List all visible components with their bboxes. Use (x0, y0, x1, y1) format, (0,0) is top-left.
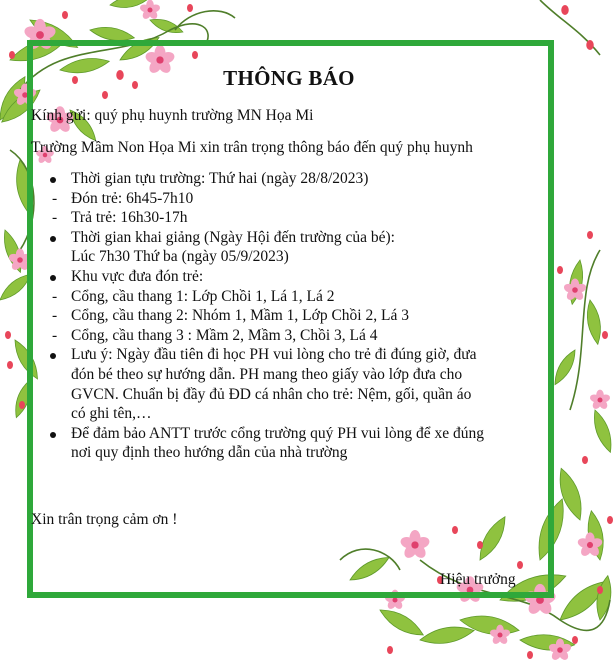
bullet-dot-icon (50, 177, 56, 183)
list-item-line: Cổng, cầu thang 2: Nhóm 1, Mầm 1, Lớp Chồi 2, Lá 3 (71, 307, 409, 325)
list-item-line: đón bé theo sự hướng dẫn. PH mang theo giấy vào lớp đưa cho (71, 366, 463, 383)
bullet-marker (50, 424, 56, 444)
signature: Hiệu trưởng (440, 571, 516, 588)
dash-marker: - (52, 189, 58, 207)
bullet-marker (50, 228, 56, 248)
bullet-dot-icon (50, 353, 56, 359)
list-item-line: Lúc 7h30 Thứ ba (ngày 05/9/2023) (71, 248, 289, 266)
list-item-line: Cổng, cầu thang 1: Lớp Chồi 1, Lá 1, Lá 2 (71, 287, 335, 305)
list-item-line: Thời gian khai giảng (Ngày Hội đến trường của bé): (71, 228, 395, 246)
list-item-line: Cổng, cầu thang 3 : Mầm 2, Mầm 3, Chồi 3, Lá 4 (71, 326, 378, 344)
dash-marker: - (52, 209, 58, 227)
dash-marker: - (52, 326, 58, 344)
list-item-line: Khu vực đưa đón trẻ: (71, 268, 204, 285)
greeting-line: Kính gửi: quý phụ huynh trường MN Họa Mi (31, 107, 314, 124)
bullet-marker (50, 345, 56, 365)
dash-marker: - (52, 307, 58, 325)
bullet-marker (50, 267, 56, 287)
list-item-line: GVCN. Chuẩn bị đầy đủ ĐD cá nhân cho trẻ: Nệm, gối, quần áo (71, 385, 472, 403)
bullet-dot-icon (50, 432, 56, 438)
bullet-marker (50, 169, 56, 189)
list-item-line: Để đảm bảo ANTT trước cổng trường quý PH vui lòng để xe đúng (71, 424, 485, 442)
list-item-line: nơi quy định theo hướng dẫn của nhà trường (71, 444, 348, 462)
list-item-line: Trả trẻ: 16h30-17h (71, 209, 188, 227)
intro-line: Trường Mầm Non Họa Mi xin trân trọng thông báo đến quý phụ huynh (31, 139, 473, 156)
notice-title: THÔNG BÁO (223, 66, 355, 90)
list-item-line: Lưu ý: Ngày đầu tiên đi học PH vui lòng cho trẻ đi đúng giờ, đưa (71, 346, 477, 364)
thanks-line: Xin trân trọng cảm ơn ! (31, 511, 178, 528)
list-item-line: Thời gian tựu trường: Thứ hai (ngày 28/8/2023) (71, 170, 369, 187)
bullet-dot-icon (50, 236, 56, 242)
dash-marker: - (52, 287, 58, 305)
bullet-dot-icon (50, 275, 56, 281)
list-item-line: Đón trẻ: 6h45-7h10 (71, 189, 194, 207)
list-item-line: có ghi tên,… (71, 405, 152, 423)
